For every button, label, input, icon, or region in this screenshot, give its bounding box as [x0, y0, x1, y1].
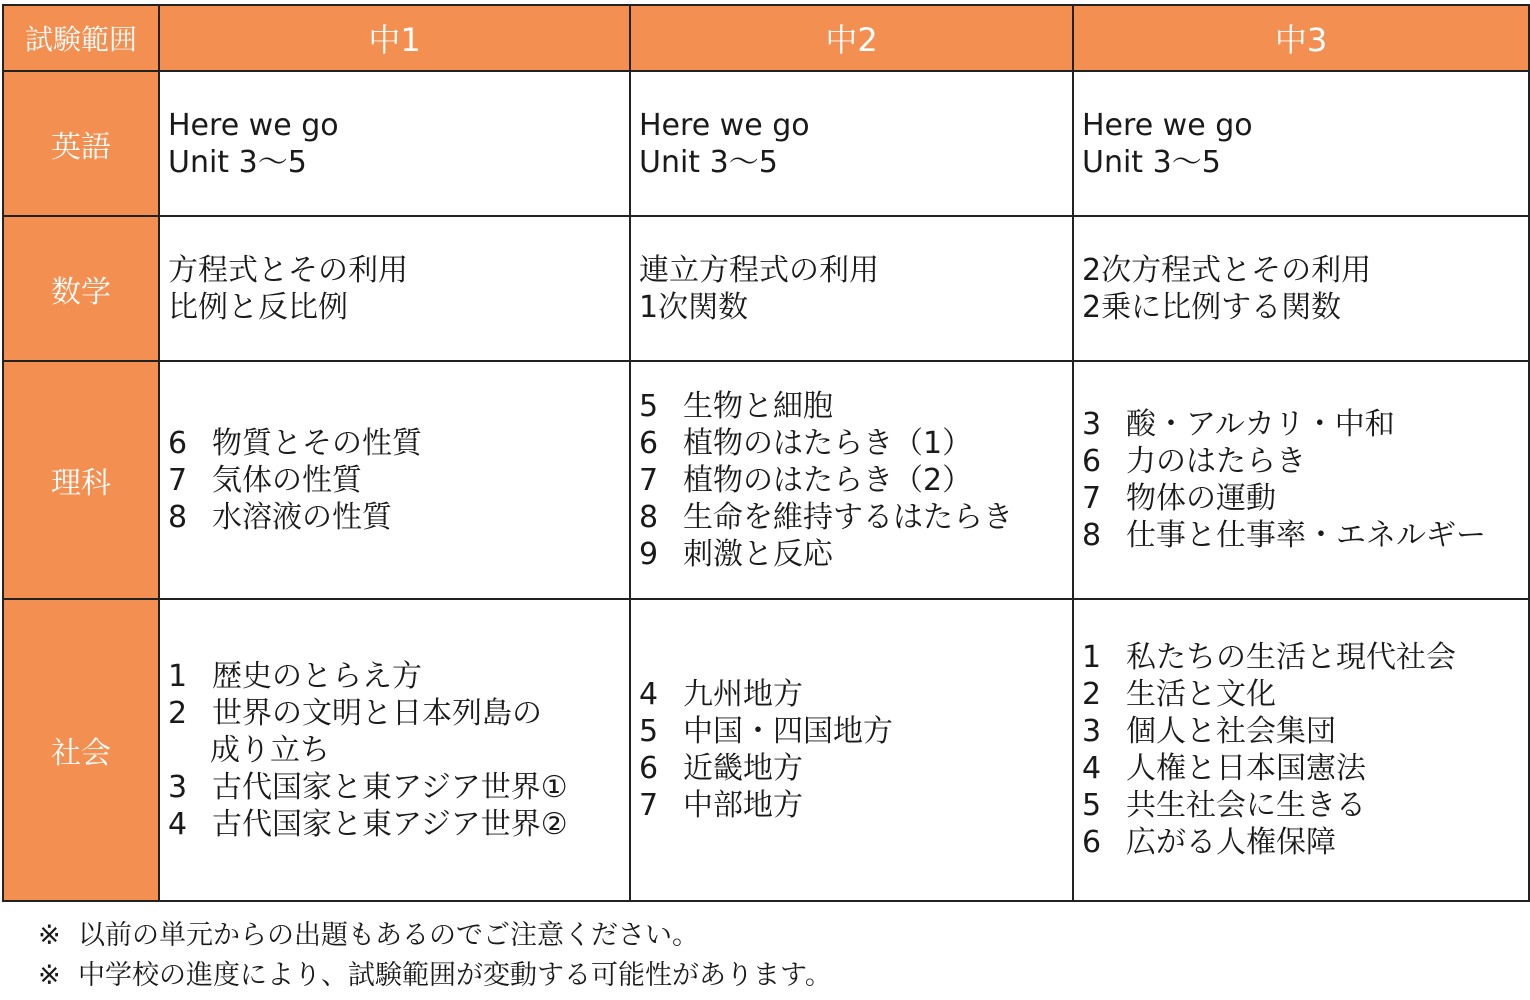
subject-label: 数学 [3, 216, 159, 361]
unit-number: 7 [639, 788, 659, 823]
range-cell-grade-3 [1073, 599, 1529, 901]
unit-line [168, 769, 623, 806]
unit-line [168, 252, 623, 289]
grade-header-2: 中2 [630, 5, 1073, 71]
unit-title: 2次方程式とその利用 [1082, 252, 1372, 288]
unit-line [1082, 443, 1522, 480]
unit-title: 気体の性質 [212, 462, 362, 498]
range-cell-grade-3 [1073, 361, 1529, 599]
corner-label: 試験範囲 [3, 5, 159, 71]
unit-number: 6 [639, 425, 659, 461]
unit-title: 古代国家と東アジア世界② [212, 806, 568, 842]
unit-number: 7 [168, 462, 188, 498]
range-cell-grade-3 [1073, 71, 1529, 216]
unit-line [1082, 824, 1522, 861]
unit-line [168, 658, 623, 695]
unit-line [1082, 406, 1522, 443]
unit-title: 植物のはたらき（1） [683, 425, 973, 461]
unit-title: 仕事と仕事率・エネルギー [1126, 518, 1486, 553]
unit-title: 植物のはたらき（2） [683, 462, 973, 498]
unit-line [168, 107, 623, 144]
unit-title: 連立方程式の利用 [639, 252, 879, 288]
unit-title: Here we go [1082, 107, 1253, 143]
unit-title: 人権と日本国憲法 [1126, 751, 1366, 786]
unit-title: 水溶液の性質 [212, 499, 392, 535]
unit-line [639, 713, 1066, 750]
unit-title: 共生社会に生きる [1126, 788, 1366, 823]
unit-title: 1次関数 [639, 289, 749, 325]
unit-line [1082, 750, 1522, 787]
unit-line [639, 676, 1066, 713]
range-cell-grade-3 [1073, 216, 1529, 361]
unit-title: 酸・アルカリ・中和 [1126, 407, 1395, 442]
header-row [3, 5, 1529, 71]
unit-line [639, 425, 1066, 462]
unit-line [1082, 107, 1522, 144]
unit-title: 物質とその性質 [212, 425, 422, 461]
unit-number: 5 [1082, 788, 1102, 823]
range-cell-grade-2 [630, 71, 1073, 216]
exam-range-table [2, 4, 1530, 902]
subject-label: 社会 [3, 599, 159, 901]
footnote [38, 916, 832, 956]
unit-number: 6 [168, 425, 188, 461]
unit-line [639, 252, 1066, 289]
range-cell-grade-2 [630, 216, 1073, 361]
unit-line [1082, 676, 1522, 713]
unit-title: Unit 3～5 [639, 144, 778, 180]
unit-title: 世界の文明と日本列島の [212, 695, 542, 731]
unit-title: 生命を維持するはたらき [683, 499, 1013, 535]
unit-line [639, 499, 1066, 536]
unit-line [168, 425, 623, 462]
unit-title: 九州地方 [683, 677, 803, 712]
range-cell-grade-1 [159, 71, 630, 216]
footnote [38, 956, 832, 996]
footnote-text: 以前の単元からの出題もあるのでご注意ください。 [78, 920, 699, 951]
row-science [3, 361, 1529, 599]
unit-title: 広がる人権保障 [1126, 825, 1336, 860]
unit-number: 3 [1082, 714, 1102, 749]
unit-number: 6 [1082, 825, 1102, 860]
unit-number: 4 [1082, 751, 1102, 786]
unit-line [168, 289, 623, 326]
unit-title: 古代国家と東アジア世界① [212, 769, 568, 805]
range-cell-grade-2 [630, 361, 1073, 599]
unit-title: 生活と文化 [1126, 677, 1276, 712]
subject-label: 理科 [3, 361, 159, 599]
range-cell-grade-2 [630, 599, 1073, 901]
unit-title: 力のはたらき [1126, 444, 1306, 479]
unit-title: 生物と細胞 [683, 388, 833, 424]
unit-title: 成り立ち [210, 732, 330, 768]
footnotes [38, 916, 832, 996]
unit-line [168, 806, 623, 843]
subject-label: 英語 [3, 71, 159, 216]
unit-number: 9 [639, 536, 659, 572]
unit-number: 8 [168, 499, 188, 535]
unit-title: Unit 3～5 [168, 144, 307, 180]
row-english [3, 71, 1529, 216]
row-math [3, 216, 1529, 361]
unit-number: 4 [639, 677, 659, 712]
unit-line [639, 750, 1066, 787]
range-cell-grade-1 [159, 216, 630, 361]
unit-number: 1 [168, 658, 188, 694]
unit-line [639, 107, 1066, 144]
unit-number: 5 [639, 388, 659, 424]
unit-number: 8 [639, 499, 659, 535]
unit-line [639, 787, 1066, 824]
unit-number: 3 [1082, 407, 1102, 442]
unit-title: 2乗に比例する関数 [1082, 289, 1342, 325]
unit-title: 近畿地方 [683, 751, 803, 786]
unit-title: 中国・四国地方 [683, 714, 893, 749]
unit-title: 方程式とその利用 [168, 252, 408, 288]
range-cell-grade-1 [159, 361, 630, 599]
unit-title: 刺激と反応 [683, 536, 833, 572]
unit-line [639, 144, 1066, 181]
grade-header-3: 中3 [1073, 5, 1529, 71]
unit-number: 7 [1082, 481, 1102, 516]
unit-title: 物体の運動 [1126, 481, 1276, 516]
unit-line [1082, 787, 1522, 824]
unit-title: Here we go [639, 107, 810, 143]
unit-number: 6 [639, 751, 659, 786]
unit-line [168, 462, 623, 499]
unit-title: 中部地方 [683, 788, 803, 823]
unit-number: 2 [168, 695, 188, 731]
unit-number: 2 [1082, 677, 1102, 712]
unit-line [168, 144, 623, 181]
reference-mark-icon: ※ [38, 920, 61, 951]
unit-number: 7 [639, 462, 659, 498]
unit-line [639, 289, 1066, 326]
unit-number: 6 [1082, 444, 1102, 479]
unit-line [1082, 480, 1522, 517]
range-cell-grade-1 [159, 599, 630, 901]
unit-line [1082, 144, 1522, 181]
unit-line [168, 732, 623, 769]
unit-line [639, 462, 1066, 499]
unit-line [1082, 713, 1522, 750]
unit-number: 3 [168, 769, 188, 805]
unit-title: Unit 3～5 [1082, 144, 1221, 180]
unit-number: 1 [1082, 640, 1102, 675]
unit-line [1082, 639, 1522, 676]
unit-number: 4 [168, 806, 188, 842]
unit-number: 8 [1082, 518, 1102, 553]
unit-title: 私たちの生活と現代社会 [1126, 640, 1456, 675]
unit-number: 5 [639, 714, 659, 749]
unit-line [639, 536, 1066, 573]
unit-line [639, 388, 1066, 425]
grade-header-1: 中1 [159, 5, 630, 71]
unit-title: 比例と反比例 [168, 289, 348, 325]
row-social [3, 599, 1529, 901]
unit-line [1082, 252, 1522, 289]
unit-line [1082, 517, 1522, 554]
unit-line [168, 499, 623, 536]
unit-title: Here we go [168, 107, 339, 143]
footnote-text: 中学校の進度により、試験範囲が変動する可能性があります。 [78, 960, 832, 991]
unit-line [1082, 289, 1522, 326]
unit-line [168, 695, 623, 732]
unit-title: 個人と社会集団 [1126, 714, 1336, 749]
unit-title: 歴史のとらえ方 [212, 658, 422, 694]
reference-mark-icon: ※ [38, 960, 61, 991]
